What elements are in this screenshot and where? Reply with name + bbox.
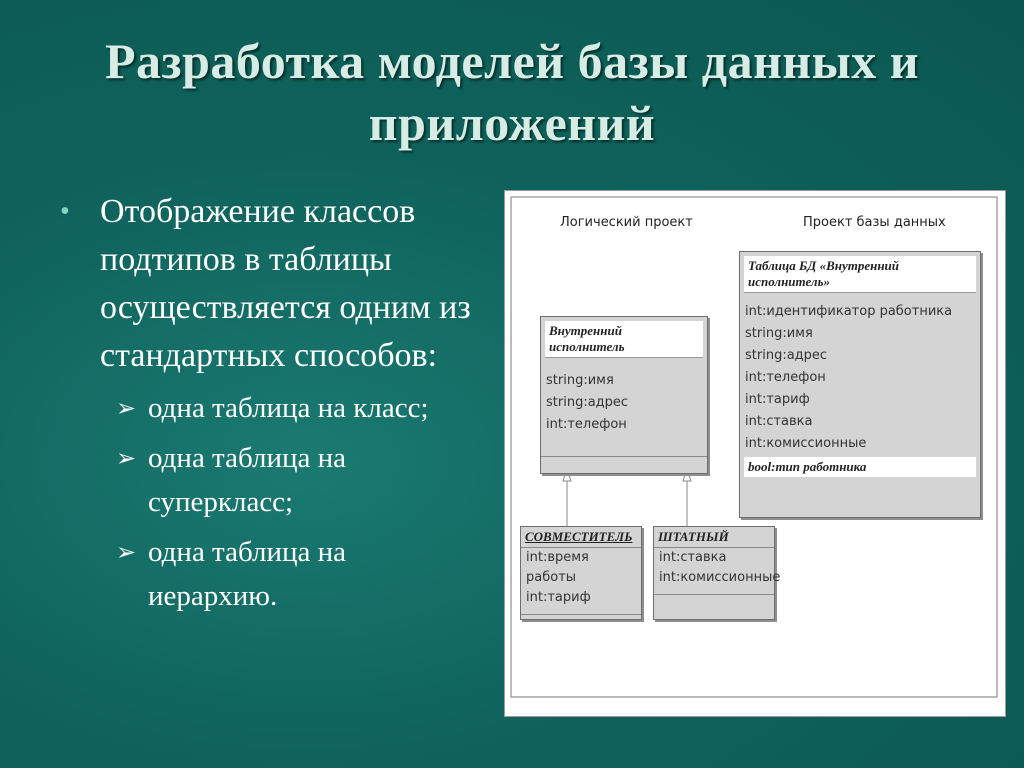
- db-table-attr: int:тариф: [745, 392, 810, 407]
- db-table-attr: string:адрес: [745, 348, 828, 363]
- sub-bullet-text: одна таблица на иерархию.: [148, 536, 347, 612]
- bullet-dot-icon: •: [60, 196, 70, 227]
- sub-bullet-3: [60, 530, 480, 618]
- class-attr: string:адрес: [546, 395, 629, 410]
- sub-bullet-1: [60, 386, 480, 430]
- bullet-main-text: Отображение классов подтипов в таблицы осуществляется одним из стандартных способов:: [100, 193, 471, 374]
- slide-title: Разработка моделей базы данных и приложений: [104, 33, 920, 151]
- sub-bullet-text: одна таблица на суперкласс;: [148, 442, 347, 518]
- class-name: СОВМЕСТИТЕЛЬ: [521, 527, 641, 547]
- bullet-main: [60, 188, 480, 380]
- sub-bullet-2: [60, 436, 480, 524]
- bullet-list: [60, 188, 480, 618]
- db-table-name: Таблица БД «Внутренний исполнитель»: [744, 256, 976, 293]
- arrow-bullet-icon: ➢: [116, 444, 137, 472]
- class-box-sub2: [653, 526, 781, 620]
- db-table-attr: int:идентификатор работника: [745, 304, 953, 319]
- class-box-sub1: [520, 526, 642, 620]
- db-table-attr: int:комиссионные: [745, 436, 867, 451]
- db-table-box: [739, 251, 981, 518]
- class-name: ШТАТНЫЙ: [654, 527, 774, 547]
- db-table-attr: int:ставка: [745, 414, 813, 429]
- logical-project-header: Логический проект: [560, 215, 693, 230]
- arrow-bullet-icon: ➢: [116, 538, 137, 566]
- class-attr: int:комиссионные: [659, 570, 781, 585]
- db-table-type-attr: bool:тип работника: [744, 457, 976, 477]
- arrow-bullet-icon: ➢: [116, 394, 137, 422]
- class-attr: string:имя: [546, 373, 614, 388]
- class-attr: int:время работы: [526, 550, 589, 585]
- uml-diagram: [504, 190, 1006, 717]
- sub-bullet-text: одна таблица на класс;: [148, 392, 429, 424]
- class-attr: int:телефон: [546, 417, 627, 432]
- class-attr: int:тариф: [526, 590, 591, 605]
- methods-separator: [541, 456, 707, 457]
- db-table-attr: int:телефон: [745, 370, 826, 385]
- class-box-superclass: [540, 316, 708, 474]
- class-attr: int:ставка: [659, 550, 727, 565]
- class-name: Внутренний исполнитель: [545, 321, 703, 358]
- db-project-header: Проект базы данных: [803, 215, 946, 230]
- db-table-attr: string:имя: [745, 326, 813, 341]
